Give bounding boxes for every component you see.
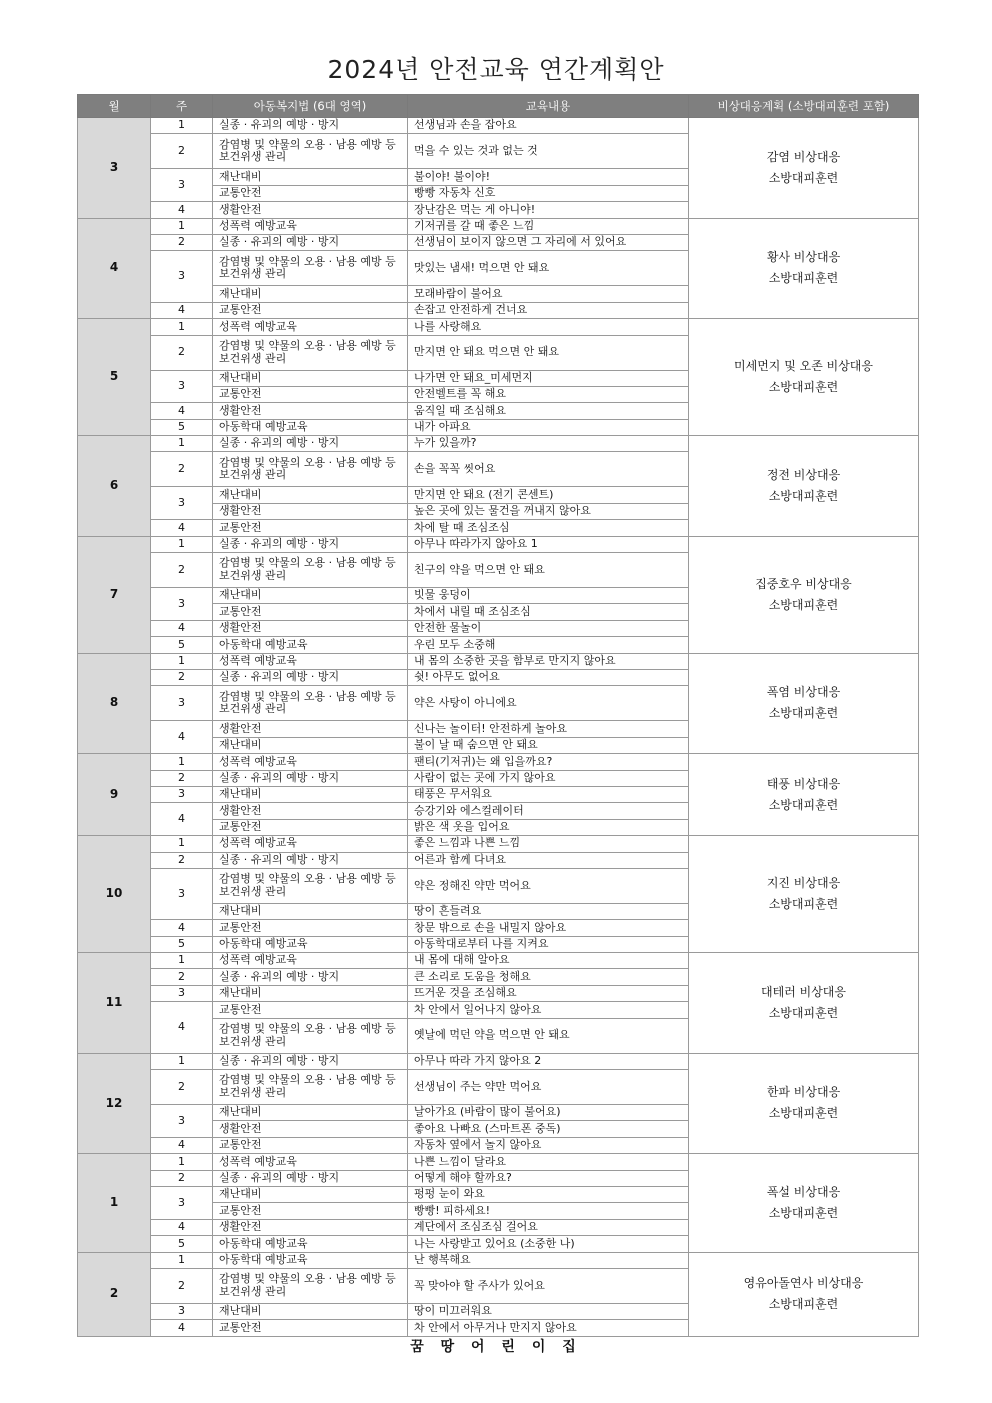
content-cell: 좋아요 나빠요 (스마트폰 중독) (408, 1121, 689, 1137)
area-cell: 실종 · 유괴의 예방 · 방지 (213, 1170, 408, 1186)
emergency-cell (689, 436, 919, 537)
area-cell: 감염병 및 약물의 오용 · 남용 예방 등 보건위생 관리 (213, 1268, 408, 1303)
week-cell: 3 (151, 1105, 213, 1138)
area-cell: 재난대비 (213, 487, 408, 503)
area-cell: 교통안전 (213, 1137, 408, 1153)
area-cell: 실종 · 유괴의 예방 · 방지 (213, 852, 408, 868)
content-cell: 친구의 약을 먹으면 안 돼요 (408, 553, 689, 588)
table-row (78, 754, 919, 770)
week-cell: 2 (151, 1070, 213, 1105)
content-cell: 누가 있을까? (408, 436, 689, 452)
evacuation-drill-text: 소방대피훈련 (768, 488, 839, 503)
area-cell: 감염병 및 약물의 오용 · 남용 예방 등 보건위생 관리 (213, 251, 408, 286)
table-row (78, 1154, 919, 1170)
content-cell: 모래바람이 불어요 (408, 286, 689, 302)
content-cell: 나쁜 느낌이 달라요 (408, 1154, 689, 1170)
content-cell: 먹을 수 있는 것과 없는 것 (408, 134, 689, 169)
content-cell: 쉿! 아무도 없어요 (408, 669, 689, 685)
area-cell: 감염병 및 약물의 오용 · 남용 예방 등 보건위생 관리 (213, 335, 408, 370)
content-cell: 팬티(기저귀)는 왜 입을까요? (408, 754, 689, 770)
header-week: 주 (151, 95, 213, 118)
content-cell: 땅이 흔들려요 (408, 903, 689, 919)
area-cell: 생활안전 (213, 1219, 408, 1235)
content-cell: 빵빵 자동차 신호 (408, 185, 689, 201)
area-cell: 실종 · 유괴의 예방 · 방지 (213, 770, 408, 786)
evacuation-drill-text: 소방대피훈련 (768, 1005, 839, 1020)
area-cell: 성폭력 예방교육 (213, 754, 408, 770)
evacuation-drill-text: 소방대피훈련 (768, 271, 839, 286)
evacuation-drill-text: 소방대피훈련 (768, 170, 839, 185)
week-cell: 1 (151, 653, 213, 669)
table-row (78, 436, 919, 452)
table-row (78, 953, 919, 969)
area-cell: 실종 · 유괴의 예방 · 방지 (213, 436, 408, 452)
area-cell: 재난대비 (213, 370, 408, 386)
content-cell: 좋은 느낌과 나쁜 느낌 (408, 836, 689, 852)
area-cell: 생활안전 (213, 403, 408, 419)
week-cell: 2 (151, 134, 213, 169)
emergency-plan-text: 황사 비상대응 (766, 250, 841, 265)
area-cell: 아동학대 예방교육 (213, 637, 408, 653)
content-cell: 큰 소리로 도움을 청해요 (408, 969, 689, 985)
content-cell: 움직일 때 조심해요 (408, 403, 689, 419)
content-cell: 옛날에 먹던 약을 먹으면 안 돼요 (408, 1018, 689, 1053)
area-cell: 교통안전 (213, 1002, 408, 1018)
content-cell: 아무나 따라 가지 않아요 2 (408, 1053, 689, 1069)
emergency-plan-text: 영유아돌연사 비상대응 (743, 1276, 864, 1291)
content-cell: 선생님과 손을 잡아요 (408, 118, 689, 134)
area-cell: 아동학대 예방교육 (213, 1252, 408, 1268)
area-cell: 생활안전 (213, 721, 408, 737)
area-cell: 교통안전 (213, 520, 408, 536)
month-cell: 3 (78, 118, 151, 219)
table-row (78, 319, 919, 335)
area-cell: 감염병 및 약물의 오용 · 남용 예방 등 보건위생 관리 (213, 1018, 408, 1053)
area-cell: 생활안전 (213, 503, 408, 519)
area-cell: 실종 · 유괴의 예방 · 방지 (213, 118, 408, 134)
week-cell: 3 (151, 169, 213, 202)
week-cell: 4 (151, 403, 213, 419)
content-cell: 선생님이 주는 약만 먹어요 (408, 1070, 689, 1105)
content-cell: 만지면 안 돼요 먹으면 안 돼요 (408, 335, 689, 370)
area-cell: 실종 · 유괴의 예방 · 방지 (213, 969, 408, 985)
content-cell: 난 행복해요 (408, 1252, 689, 1268)
content-cell: 불이야! 불이야! (408, 169, 689, 185)
area-cell: 감염병 및 약물의 오용 · 남용 예방 등 보건위생 관리 (213, 868, 408, 903)
area-cell: 재난대비 (213, 1186, 408, 1202)
month-cell: 6 (78, 436, 151, 537)
emergency-plan-text: 한파 비상대응 (766, 1085, 841, 1100)
header-emergency: 비상대응계획 (소방대피훈련 포함) (689, 95, 919, 118)
annual-plan-table (77, 94, 919, 1337)
content-cell: 사람이 없는 곳에 가지 않아요 (408, 770, 689, 786)
content-cell: 어른과 함께 다녀요 (408, 852, 689, 868)
area-cell: 교통안전 (213, 185, 408, 201)
footer-institution-name: 꿈 땅 어 린 이 집 (410, 1339, 582, 1355)
area-cell: 실종 · 유괴의 예방 · 방지 (213, 1053, 408, 1069)
area-cell: 아동학대 예방교육 (213, 1236, 408, 1252)
area-cell: 실종 · 유괴의 예방 · 방지 (213, 234, 408, 250)
emergency-plan-text: 대테러 비상대응 (761, 984, 846, 999)
content-cell: 장난감은 먹는 게 아니야! (408, 202, 689, 218)
week-cell: 1 (151, 319, 213, 335)
content-cell: 차 안에서 일어나지 않아요 (408, 1002, 689, 1018)
table-row (78, 536, 919, 552)
week-cell: 1 (151, 1053, 213, 1069)
week-cell: 3 (151, 1186, 213, 1219)
content-cell: 약은 정해진 약만 먹어요 (408, 868, 689, 903)
area-cell: 아동학대 예방교육 (213, 936, 408, 952)
week-cell: 2 (151, 852, 213, 868)
week-cell: 4 (151, 302, 213, 318)
evacuation-drill-text: 소방대피훈련 (768, 1205, 839, 1220)
area-cell: 감염병 및 약물의 오용 · 남용 예방 등 보건위생 관리 (213, 553, 408, 588)
area-cell: 성폭력 예방교육 (213, 218, 408, 234)
emergency-plan-text: 감염 비상대응 (766, 149, 841, 164)
content-cell: 손잡고 안전하게 건너요 (408, 302, 689, 318)
area-cell: 재난대비 (213, 1303, 408, 1319)
content-cell: 창문 밖으로 손을 내밀지 않아요 (408, 920, 689, 936)
week-cell: 4 (151, 1219, 213, 1235)
area-cell: 성폭력 예방교육 (213, 836, 408, 852)
content-cell: 아동학대로부터 나를 지켜요 (408, 936, 689, 952)
content-cell: 맛있는 냄새! 먹으면 안 돼요 (408, 251, 689, 286)
page-title: 2024년 안전교육 연간계획안 (327, 55, 665, 84)
emergency-cell (689, 118, 919, 219)
week-cell: 1 (151, 953, 213, 969)
content-cell: 펑펑 눈이 와요 (408, 1186, 689, 1202)
content-cell: 나는 사랑받고 있어요 (소중한 나) (408, 1236, 689, 1252)
content-cell: 내가 아파요 (408, 419, 689, 435)
week-cell: 4 (151, 1002, 213, 1053)
content-cell: 안전한 물놀이 (408, 620, 689, 636)
emergency-cell (689, 653, 919, 754)
month-cell: 10 (78, 836, 151, 953)
week-cell: 1 (151, 1154, 213, 1170)
content-cell: 빗물 웅덩이 (408, 588, 689, 604)
week-cell: 4 (151, 920, 213, 936)
content-cell: 내 몸에 대해 알아요 (408, 953, 689, 969)
table-row (78, 1053, 919, 1069)
emergency-cell (689, 1154, 919, 1252)
week-cell: 2 (151, 969, 213, 985)
area-cell: 재난대비 (213, 985, 408, 1001)
week-cell: 4 (151, 721, 213, 754)
evacuation-drill-text: 소방대피훈련 (768, 597, 839, 612)
content-cell: 우린 모두 소중해 (408, 637, 689, 653)
content-cell: 어떻게 해야 할까요? (408, 1170, 689, 1186)
area-cell: 교통안전 (213, 920, 408, 936)
emergency-cell (689, 836, 919, 953)
area-cell: 재난대비 (213, 737, 408, 753)
evacuation-drill-text: 소방대피훈련 (768, 706, 839, 721)
content-cell: 계단에서 조심조심 걸어요 (408, 1219, 689, 1235)
header-area: 아동복지법 (6대 영역) (213, 95, 408, 118)
content-cell: 빵빵! 피하세요! (408, 1203, 689, 1219)
area-cell: 재난대비 (213, 903, 408, 919)
month-cell: 12 (78, 1053, 151, 1154)
content-cell: 차에서 내릴 때 조심조심 (408, 604, 689, 620)
week-cell: 4 (151, 620, 213, 636)
month-cell: 2 (78, 1252, 151, 1336)
content-cell: 기저귀를 갈 때 좋은 느낌 (408, 218, 689, 234)
table-header-row (78, 95, 919, 118)
content-cell: 불이 날 때 숨으면 안 돼요 (408, 737, 689, 753)
emergency-plan-text: 미세먼지 및 오존 비상대응 (734, 359, 873, 374)
area-cell: 재난대비 (213, 1105, 408, 1121)
week-cell: 3 (151, 370, 213, 403)
week-cell: 1 (151, 218, 213, 234)
content-cell: 만지면 안 돼요 (전기 콘센트) (408, 487, 689, 503)
area-cell: 재난대비 (213, 786, 408, 802)
content-cell: 밝은 색 옷을 입어요 (408, 819, 689, 835)
evacuation-drill-text: 소방대피훈련 (768, 797, 839, 812)
emergency-cell (689, 319, 919, 436)
month-cell: 11 (78, 953, 151, 1054)
week-cell: 2 (151, 335, 213, 370)
week-cell: 1 (151, 1252, 213, 1268)
area-cell: 감염병 및 약물의 오용 · 남용 예방 등 보건위생 관리 (213, 1070, 408, 1105)
area-cell: 생활안전 (213, 803, 408, 819)
week-cell: 1 (151, 436, 213, 452)
area-cell: 성폭력 예방교육 (213, 653, 408, 669)
week-cell: 3 (151, 588, 213, 621)
emergency-cell (689, 1053, 919, 1154)
area-cell: 재난대비 (213, 286, 408, 302)
content-cell: 높은 곳에 있는 물건을 꺼내지 않아요 (408, 503, 689, 519)
week-cell: 3 (151, 985, 213, 1001)
emergency-plan-text: 폭염 비상대응 (766, 685, 841, 700)
emergency-plan-text: 태풍 비상대응 (766, 776, 841, 791)
week-cell: 4 (151, 803, 213, 836)
area-cell: 성폭력 예방교육 (213, 1154, 408, 1170)
area-cell: 감염병 및 약물의 오용 · 남용 예방 등 보건위생 관리 (213, 686, 408, 721)
week-cell: 2 (151, 770, 213, 786)
content-cell: 아무나 따라가지 않아요 1 (408, 536, 689, 552)
header-content: 교육내용 (408, 95, 689, 118)
emergency-cell (689, 536, 919, 653)
week-cell: 4 (151, 1137, 213, 1153)
header-month: 월 (78, 95, 151, 118)
area-cell: 교통안전 (213, 604, 408, 620)
content-cell: 차 안에서 아무거나 만지지 않아요 (408, 1320, 689, 1336)
table-row (78, 836, 919, 852)
area-cell: 실종 · 유괴의 예방 · 방지 (213, 669, 408, 685)
table-row (78, 1252, 919, 1268)
emergency-plan-text: 정전 비상대응 (766, 467, 841, 482)
content-cell: 신나는 놀이터! 안전하게 놀아요 (408, 721, 689, 737)
area-cell: 실종 · 유괴의 예방 · 방지 (213, 536, 408, 552)
content-cell: 승강기와 에스컬레이터 (408, 803, 689, 819)
area-cell: 성폭력 예방교육 (213, 319, 408, 335)
week-cell: 3 (151, 686, 213, 721)
evacuation-drill-text: 소방대피훈련 (768, 1106, 839, 1121)
content-cell: 자동차 옆에서 놀지 않아요 (408, 1137, 689, 1153)
area-cell: 생활안전 (213, 620, 408, 636)
week-cell: 2 (151, 1268, 213, 1303)
content-cell: 안전벨트를 꼭 해요 (408, 386, 689, 402)
area-cell: 재난대비 (213, 169, 408, 185)
week-cell: 3 (151, 868, 213, 919)
area-cell: 교통안전 (213, 819, 408, 835)
evacuation-drill-text: 소방대피훈련 (768, 1297, 839, 1312)
emergency-cell (689, 1252, 919, 1336)
content-cell: 꼭 맞아야 할 주사가 있어요 (408, 1268, 689, 1303)
week-cell: 3 (151, 487, 213, 520)
table-row (78, 653, 919, 669)
content-cell: 손을 꼭꼭 씻어요 (408, 452, 689, 487)
week-cell: 1 (151, 118, 213, 134)
week-cell: 1 (151, 536, 213, 552)
emergency-cell (689, 754, 919, 836)
emergency-plan-text: 지진 비상대응 (766, 876, 841, 891)
area-cell: 교통안전 (213, 386, 408, 402)
emergency-plan-text: 폭설 비상대응 (766, 1184, 841, 1199)
area-cell: 교통안전 (213, 302, 408, 318)
week-cell: 4 (151, 1320, 213, 1336)
content-cell: 차에 탈 때 조심조심 (408, 520, 689, 536)
month-cell: 4 (78, 218, 151, 319)
content-cell: 내 몸의 소중한 곳을 함부로 만지지 않아요 (408, 653, 689, 669)
week-cell: 2 (151, 452, 213, 487)
table-row (78, 218, 919, 234)
week-cell: 4 (151, 202, 213, 218)
week-cell: 3 (151, 1303, 213, 1319)
area-cell: 성폭력 예방교육 (213, 953, 408, 969)
area-cell: 아동학대 예방교육 (213, 419, 408, 435)
week-cell: 1 (151, 754, 213, 770)
table-body (78, 118, 919, 1337)
month-cell: 7 (78, 536, 151, 653)
content-cell: 태풍은 무서워요 (408, 786, 689, 802)
month-cell: 9 (78, 754, 151, 836)
content-cell: 선생님이 보이지 않으면 그 자리에 서 있어요 (408, 234, 689, 250)
week-cell: 3 (151, 251, 213, 302)
emergency-cell (689, 218, 919, 319)
week-cell: 2 (151, 669, 213, 685)
area-cell: 생활안전 (213, 202, 408, 218)
week-cell: 5 (151, 419, 213, 435)
emergency-plan-text: 집중호우 비상대응 (755, 576, 852, 591)
week-cell: 5 (151, 637, 213, 653)
evacuation-drill-text: 소방대피훈련 (768, 380, 839, 395)
content-cell: 뜨거운 것을 조심해요 (408, 985, 689, 1001)
emergency-cell (689, 953, 919, 1054)
week-cell: 3 (151, 786, 213, 802)
week-cell: 2 (151, 1170, 213, 1186)
evacuation-drill-text: 소방대피훈련 (768, 897, 839, 912)
area-cell: 감염병 및 약물의 오용 · 남용 예방 등 보건위생 관리 (213, 452, 408, 487)
month-cell: 5 (78, 319, 151, 436)
content-cell: 나가면 안 돼요_미세먼지 (408, 370, 689, 386)
area-cell: 재난대비 (213, 588, 408, 604)
week-cell: 4 (151, 520, 213, 536)
content-cell: 약은 사탕이 아니에요 (408, 686, 689, 721)
week-cell: 5 (151, 936, 213, 952)
week-cell: 2 (151, 553, 213, 588)
area-cell: 교통안전 (213, 1320, 408, 1336)
content-cell: 땅이 미끄러워요 (408, 1303, 689, 1319)
area-cell: 생활안전 (213, 1121, 408, 1137)
month-cell: 1 (78, 1154, 151, 1252)
week-cell: 2 (151, 234, 213, 250)
content-cell: 나를 사랑해요 (408, 319, 689, 335)
month-cell: 8 (78, 653, 151, 754)
week-cell: 5 (151, 1236, 213, 1252)
area-cell: 교통안전 (213, 1203, 408, 1219)
area-cell: 감염병 및 약물의 오용 · 남용 예방 등 보건위생 관리 (213, 134, 408, 169)
week-cell: 1 (151, 836, 213, 852)
content-cell: 날아가요 (바람이 많이 불어요) (408, 1105, 689, 1121)
table-row (78, 118, 919, 134)
